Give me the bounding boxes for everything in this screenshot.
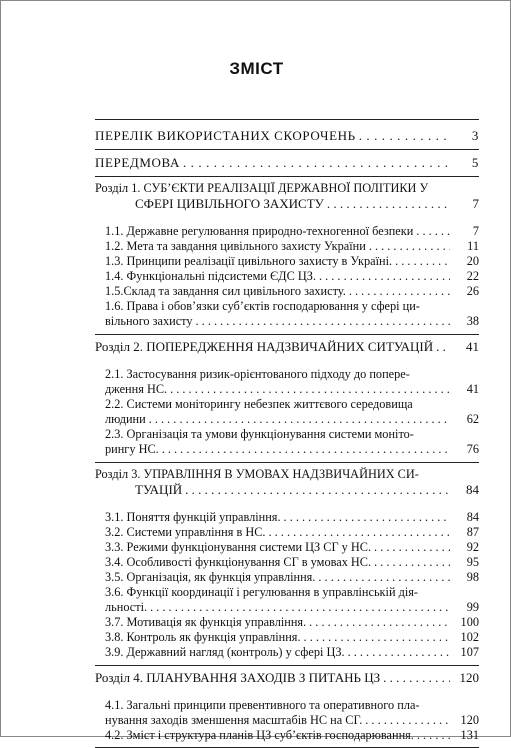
leader-dots [319, 269, 450, 284]
toc-page-number: 100 [460, 615, 479, 629]
divider [95, 149, 479, 150]
toc-page-number: 3 [471, 128, 479, 143]
toc-item[interactable] [105, 600, 479, 615]
leader-dots [183, 155, 450, 170]
leader-dots [149, 412, 450, 427]
leader-dots [395, 254, 450, 269]
toc-item-line: 2.2. Системи моніторингу небезпек життєвого середовища [105, 397, 413, 411]
leader-dots [327, 196, 450, 211]
divider [95, 665, 479, 666]
toc-page-number: 38 [466, 314, 479, 328]
leader-dots [359, 128, 450, 143]
toc-entry-abbreviations[interactable] [95, 128, 479, 143]
toc-entry-label: 3.7. Мотивація як функція управління. [105, 615, 307, 629]
toc-page-number: 7 [472, 224, 479, 238]
toc-page-number: 11 [467, 239, 479, 253]
toc-section-1[interactable] [95, 181, 479, 211]
leader-dots [369, 239, 450, 254]
toc-page-number: 76 [466, 442, 479, 456]
leader-dots [170, 382, 450, 397]
toc-page-number: 107 [460, 645, 479, 659]
toc-item-line: 1.6. Права і обов’язки суб’єктів господарювання у сфері ци- [105, 299, 420, 313]
toc-item-line: 4.1. Загальні принципи превентивного та оперативного пла- [105, 698, 420, 712]
leader-dots [416, 224, 450, 239]
toc-subsection-list [105, 224, 479, 329]
leader-dots [349, 284, 450, 299]
toc-section-3[interactable] [95, 467, 479, 497]
toc-subsection-list [105, 367, 479, 457]
leader-dots [318, 570, 450, 585]
toc-entry-label: 3.4. Особливості функціонування СГ в умовах НС. [105, 555, 372, 569]
toc-item[interactable] [105, 269, 479, 284]
toc-page-number: 20 [466, 254, 479, 268]
toc-entry-label: ПЕРЕЛІК ВИКОРИСТАНИХ СКОРОЧЕНЬ [95, 128, 356, 143]
leader-dots [162, 442, 450, 457]
toc-item[interactable] [105, 728, 479, 743]
toc-entry-label: людини [105, 412, 146, 426]
toc-page-number: 102 [460, 630, 479, 644]
leader-dots [304, 630, 450, 645]
toc-entry-label: 1.2. Мета та завдання цивільного захисту України [105, 239, 366, 253]
table-of-contents [95, 119, 479, 748]
toc-item-line: 2.3. Організація та умови функціонування системи моніто- [105, 427, 414, 441]
toc-page-number: 92 [466, 540, 479, 554]
toc-item[interactable] [105, 254, 479, 269]
page-title: ЗМІСТ [229, 59, 284, 78]
toc-item[interactable] [105, 525, 479, 540]
toc-page-number: 22 [466, 269, 479, 283]
divider [95, 119, 479, 120]
toc-item[interactable] [105, 645, 479, 660]
toc-entry-label: 1.5.Склад та завдання сил цивільного захисту. [105, 284, 346, 298]
toc-entry-label: нування заходів зменшення масштабів НС на СГ. [105, 713, 363, 727]
toc-item-line: 3.6. Функції координації і регулювання в управлінській дія- [105, 585, 419, 599]
toc-entry-label: рингу НС. [105, 442, 159, 456]
toc-page-number: 7 [472, 196, 479, 211]
leader-dots [417, 728, 450, 743]
toc-item[interactable] [105, 382, 479, 397]
toc-entry-preface[interactable] [95, 155, 479, 170]
toc-page-number: 62 [466, 412, 479, 426]
leader-dots [348, 645, 450, 660]
section-heading-line: Розділ 1. СУБ’ЄКТИ РЕАЛІЗАЦІЇ ДЕРЖАВНОЇ ПОЛІТИКИ У [95, 181, 429, 195]
toc-page-number: 41 [466, 382, 479, 396]
divider [95, 334, 479, 335]
toc-entry-label: 3.9. Державний нагляд (контроль) у сфері ЦЗ. [105, 645, 345, 659]
toc-entry-label: ТУАЦІЙ [135, 482, 183, 497]
toc-subsection-list [105, 510, 479, 660]
toc-entry-label: 1.1. Державне регулювання природно-техногенної безпеки [105, 224, 414, 238]
section-heading-line [95, 482, 479, 497]
toc-page-number: 98 [466, 570, 479, 584]
toc-section-2[interactable] [95, 339, 479, 354]
toc-entry-label: СФЕРІ ЦИВІЛЬНОГО ЗАХИСТУ [135, 196, 324, 211]
leader-dots [269, 525, 451, 540]
toc-item[interactable] [105, 615, 479, 630]
toc-page-number: 95 [466, 555, 479, 569]
toc-entry-label: 3.3. Режими функціонування системи ЦЗ СГ у НС. [105, 540, 372, 554]
toc-item[interactable] [105, 570, 479, 585]
toc-item[interactable] [105, 239, 479, 254]
toc-entry-label: 3.1. Поняття функцій управління. [105, 510, 281, 524]
leader-dots [150, 600, 450, 615]
leader-dots [196, 314, 450, 329]
toc-entry-label: 3.5. Організація, як функція управління. [105, 570, 316, 584]
toc-item[interactable] [105, 713, 479, 728]
toc-item[interactable] [105, 510, 479, 525]
toc-entry-label: 4.2. Зміст і структура планів ЦЗ суб’єктів господарювання. [105, 728, 414, 742]
toc-page-number: 84 [466, 510, 479, 524]
toc-item[interactable] [105, 314, 479, 329]
leader-dots [374, 540, 450, 555]
toc-entry-label: 3.2. Системи управління в НС. [105, 525, 266, 539]
toc-page-number: 84 [466, 482, 479, 497]
toc-page-number: 99 [466, 600, 479, 614]
toc-entry-label: вільного захисту [105, 314, 193, 328]
toc-page-number: 131 [460, 728, 479, 742]
toc-section-4[interactable] [95, 670, 479, 685]
toc-entry-label: Розділ 2. ПОПЕРЕДЖЕННЯ НАДЗВИЧАЙНИХ СИТУАЦІЙ [95, 339, 434, 354]
leader-dots [383, 670, 450, 685]
toc-entry-label: льності. [105, 600, 148, 614]
toc-entry-label: 1.4. Функціональні підсистеми ЄДС ЦЗ. [105, 269, 316, 283]
toc-page-number: 120 [459, 670, 479, 685]
toc-item[interactable] [105, 442, 479, 457]
toc-item[interactable] [105, 284, 479, 299]
toc-item[interactable] [105, 412, 479, 427]
toc-subsection-list [105, 698, 479, 743]
leader-dots [309, 615, 450, 630]
section-heading-line [95, 196, 479, 211]
toc-item[interactable] [105, 555, 479, 570]
toc-page-number: 87 [466, 525, 479, 539]
toc-entry-label: ПЕРЕДМОВА [95, 155, 180, 170]
toc-item[interactable] [105, 540, 479, 555]
toc-page-number: 41 [466, 339, 479, 354]
toc-item-line: 2.1. Застосування ризик-орієнтованого підходу до попере- [105, 367, 410, 381]
toc-page-number: 120 [460, 713, 479, 727]
leader-dots [284, 510, 450, 525]
leader-dots [436, 339, 450, 354]
leader-dots [185, 482, 450, 497]
divider [95, 176, 479, 177]
toc-page-number: 5 [471, 155, 479, 170]
leader-dots [365, 713, 450, 728]
toc-item[interactable] [105, 630, 479, 645]
toc-item[interactable] [105, 224, 479, 239]
toc-entry-label: Розділ 4. ПЛАНУВАННЯ ЗАХОДІВ З ПИТАНЬ ЦЗ [95, 670, 381, 685]
section-heading-line: Розділ 3. УПРАВЛІННЯ В УМОВАХ НАДЗВИЧАЙНИХ СИ- [95, 467, 419, 481]
toc-entry-label: 1.3. Принципи реалізації цивільного захисту в Україні. [105, 254, 393, 268]
toc-entry-label: дження НС. [105, 382, 168, 396]
toc-page-number: 26 [466, 284, 479, 298]
leader-dots [374, 555, 450, 570]
divider [95, 462, 479, 463]
toc-entry-label: 3.8. Контроль як функція управління. [105, 630, 301, 644]
